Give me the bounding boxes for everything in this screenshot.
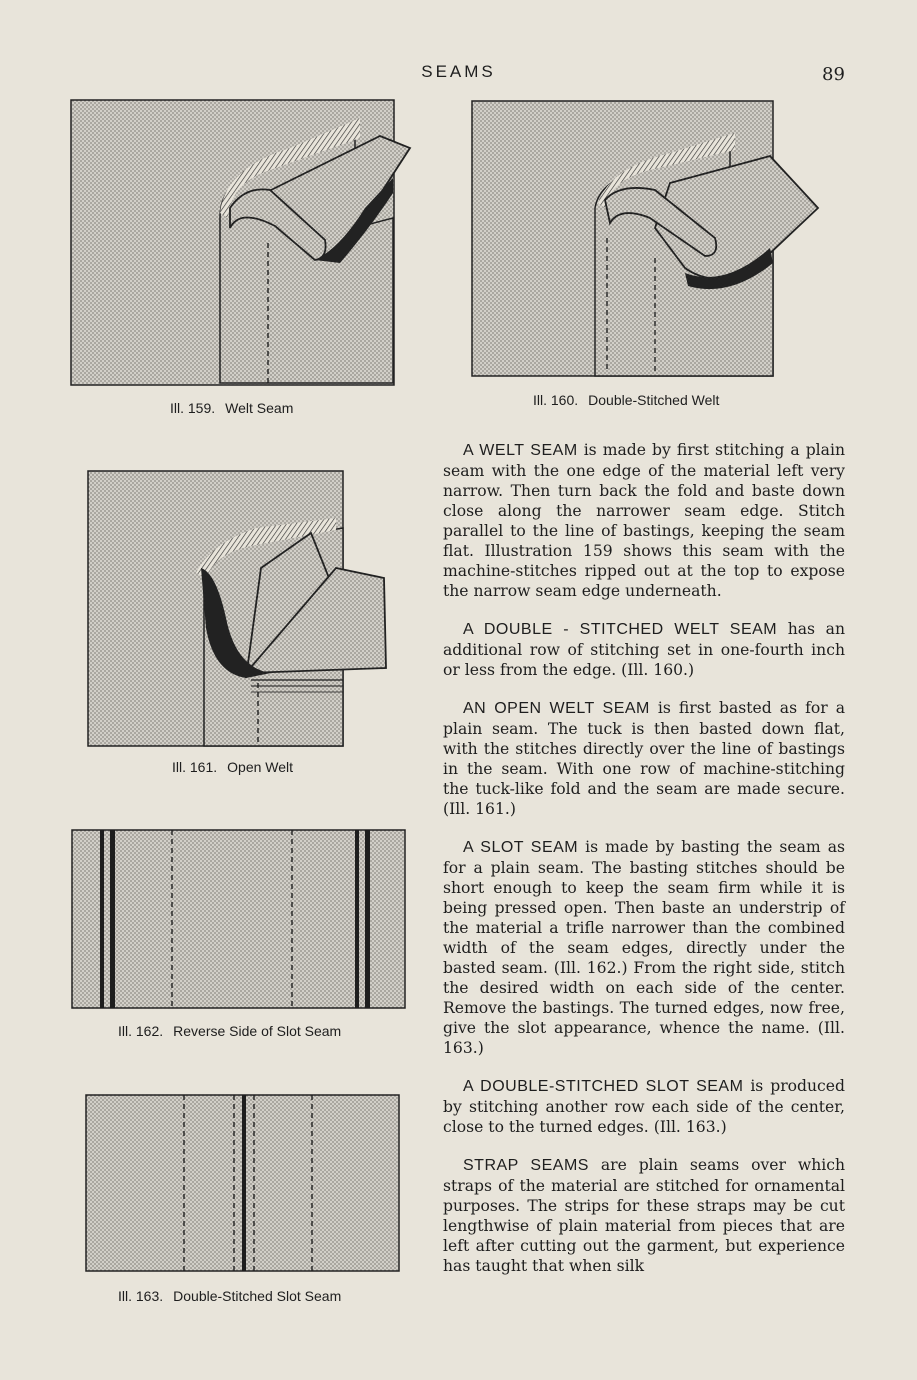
paragraph-body: are plain seams over which straps of the material are stitched for ornamental purposes. The strips for these straps may be cut lengthwise of plain material from pieces that are left after cutting out the garment, but experience has taught that when silk <box>443 1156 845 1275</box>
paragraph-open-welt <box>443 698 845 819</box>
page-number: 89 <box>822 64 845 85</box>
running-title: SEAMS <box>421 62 496 81</box>
caption-number: Ill. 161. <box>172 759 218 775</box>
figure-double-stitched-welt <box>470 98 825 380</box>
paragraph-lead: A SLOT SEAM <box>463 839 579 856</box>
paragraph-strap-seams <box>443 1155 845 1276</box>
caption-ill-162 <box>118 1023 341 1039</box>
caption-ill-159 <box>170 400 293 416</box>
caption-title: Double-Stitched Slot Seam <box>173 1288 342 1304</box>
paragraph-lead: AN OPEN WELT SEAM <box>463 700 650 717</box>
paragraph-lead: A WELT SEAM <box>463 442 578 459</box>
caption-title: Reverse Side of Slot Seam <box>173 1023 342 1039</box>
slot-seam-reverse-illustration <box>70 828 408 1013</box>
paragraph-body: is made by basting the seam as for a plain seam. The basting stitches should be short enough to keep the seam firm while it is being pressed open. Then baste an understrip of the material a trifle narrower than the combined width of the seam edges, directly under the basted seam. (Ill. 162.) From the right side, stitch the desired width on each side of the center. Remove the bastings. The turned edges, now free, give the slot appearance, whence the name. (Ill. 163.) <box>443 838 845 1057</box>
paragraph-welt-seam <box>443 440 845 601</box>
caption-ill-161 <box>172 759 293 775</box>
caption-number: Ill. 160. <box>533 392 579 408</box>
paragraph-slot-seam <box>443 837 845 1058</box>
paragraph-double-stitched-slot <box>443 1076 845 1137</box>
paragraph-body: is produced by stitching another row each side of the center, close to the turned edges. (Ill. 163.) <box>443 1077 846 1136</box>
open-welt-illustration <box>86 468 391 750</box>
body-text-column <box>443 440 845 1294</box>
double-stitched-slot-seam-illustration <box>84 1093 402 1275</box>
caption-number: Ill. 162. <box>118 1023 164 1039</box>
caption-ill-163 <box>118 1288 341 1304</box>
caption-title: Double-Stitched Welt <box>588 392 720 408</box>
paragraph-body: is first basted as for a plain seam. The tuck is then basted down flat, with the stitches directly over the line of bastings in the seam. With one row of machine-stitching the tuck-like fold and the seam are made secure. (Ill. 161.) <box>443 699 846 818</box>
figure-open-welt <box>86 468 391 750</box>
caption-number: Ill. 163. <box>118 1288 164 1304</box>
double-stitched-welt-illustration <box>470 98 825 380</box>
paragraph-lead: A DOUBLE-STITCHED SLOT SEAM <box>463 1078 744 1095</box>
paragraph-body: is made by first stitching a plain seam with the one edge of the material left very narrow. Then turn back the fold and baste down close along the narrower seam edge. Stitch parallel to the line of bastings, keeping the seam flat. Illustration 159 shows this seam with the machine-stitches ripped out at the top to expose the narrow seam edge underneath. <box>443 441 845 600</box>
paragraph-double-stitched-welt <box>443 619 845 680</box>
caption-ill-160 <box>533 392 719 408</box>
figure-double-stitched-slot-seam <box>84 1093 402 1275</box>
caption-number: Ill. 159. <box>170 400 216 416</box>
paragraph-lead: A DOUBLE - STITCHED WELT SEAM <box>463 621 778 638</box>
paragraph-body: has an additional row of stitching set in one-fourth inch or less from the edge. (Ill. 160.) <box>443 620 845 679</box>
figure-slot-seam-reverse <box>70 828 408 1013</box>
caption-title: Welt Seam <box>225 400 294 416</box>
paragraph-lead: STRAP SEAMS <box>463 1157 589 1174</box>
figure-welt-seam <box>70 98 415 390</box>
welt-seam-illustration <box>70 98 415 390</box>
caption-title: Open Welt <box>227 759 294 775</box>
